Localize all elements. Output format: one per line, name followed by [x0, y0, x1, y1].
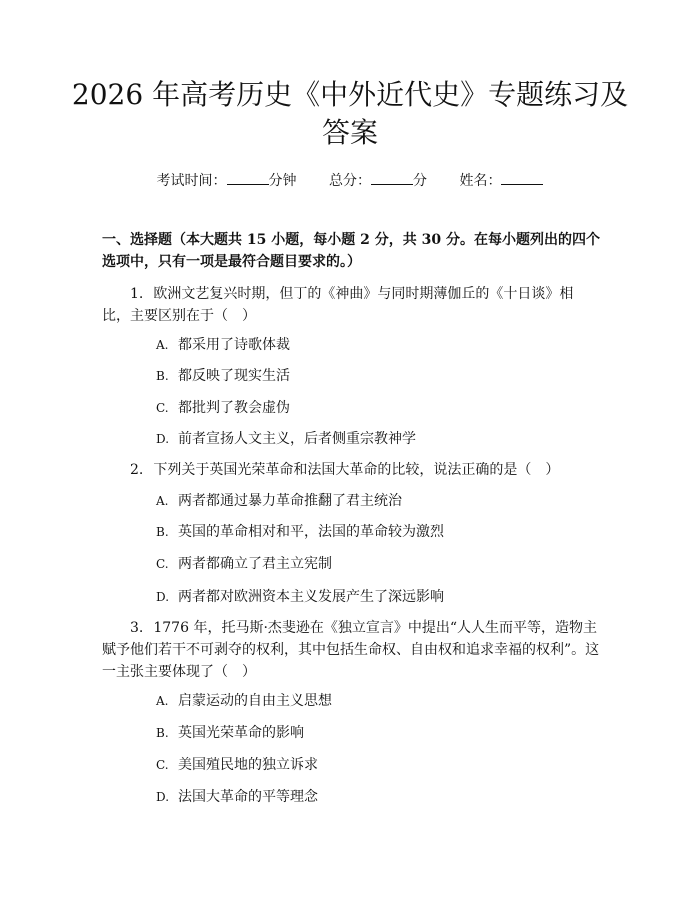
option-letter: A. [156, 338, 169, 352]
option-text: 两者都对欧洲资本主义发展产生了深远影响 [178, 589, 444, 605]
option-text: 英国光荣革命的影响 [178, 725, 304, 741]
option-letter: D. [156, 432, 170, 446]
total-score-unit: 分 [413, 173, 427, 189]
question-2-option-b [156, 521, 596, 543]
option-letter: C. [156, 758, 169, 772]
option-letter: B. [156, 369, 169, 383]
question-3-option-d [156, 786, 596, 808]
total-score-label: 总分： [329, 173, 371, 189]
exam-time-field [157, 170, 297, 191]
option-text: 美国殖民地的独立诉求 [178, 757, 318, 773]
total-score-blank [371, 170, 413, 185]
question-3-option-c [156, 754, 596, 776]
document-title: 2026 年高考历史《中外近代史》专题练习及答案 [71, 78, 629, 149]
option-text: 启蒙运动的自由主义思想 [178, 693, 332, 709]
question-3-number: 3. [130, 620, 144, 636]
section-heading: 一、选择题（本大题共 15 小题，每小题 2 分，共 30 分。在每小题列出的四个选项中，只有一项是最符合题目要求的。） [102, 232, 600, 270]
question-2-option-d [156, 586, 596, 608]
question-1-option-a [156, 334, 596, 356]
option-letter: C. [156, 401, 169, 415]
question-1-option-c [156, 397, 596, 419]
name-label: 姓名： [459, 173, 502, 189]
option-letter: A. [156, 494, 169, 508]
question-3-text: 1776 年，托马斯·杰斐逊在《独立宣言》中提出“人人生而平等，造物主赋予他们若干不可剥夺的权利，其中包括生命权、自由权和追求幸福的权利”。这一主张主要体现了（ ） [102, 620, 600, 680]
question-1-text: 欧洲文艺复兴时期，但丁的《神曲》与同时期薄伽丘的《十日谈》相比，主要区别在于（ ） [102, 286, 574, 324]
question-3-option-a [156, 690, 596, 712]
option-text: 英国的革命相对和平，法国的革命较为激烈 [178, 524, 444, 540]
exam-time-unit: 分钟 [268, 173, 297, 189]
exam-time-blank [227, 170, 269, 185]
option-text: 都批判了教会虚伪 [178, 400, 290, 416]
option-text: 法国大革命的平等理念 [178, 789, 318, 805]
option-letter: D. [156, 590, 170, 604]
option-letter: B. [156, 525, 169, 539]
question-2-number: 2. [130, 462, 144, 478]
exam-time-label: 考试时间： [156, 173, 227, 189]
question-2-stem [102, 459, 600, 481]
total-score-field [329, 170, 427, 191]
option-text: 两者都确立了君主立宪制 [178, 556, 332, 572]
question-2-option-a [156, 490, 596, 512]
question-2-text: 下列关于英国光荣革命和法国大革命的比较，说法正确的是（ ） [153, 462, 560, 478]
name-blank [501, 170, 543, 185]
question-1-option-b [156, 365, 596, 387]
option-letter: D. [156, 790, 170, 804]
name-field [459, 170, 543, 191]
question-3-option-b [156, 722, 596, 744]
option-letter: C. [156, 557, 169, 571]
option-text: 两者都通过暴力革命推翻了君主统治 [178, 493, 402, 509]
question-2-option-c [156, 553, 596, 575]
exam-info-line [0, 170, 700, 191]
question-3-stem [102, 617, 600, 683]
option-text: 前者宣扬人文主义，后者侧重宗教神学 [178, 431, 416, 447]
question-1-stem [102, 283, 600, 327]
option-text: 都反映了现实生活 [178, 368, 290, 384]
option-letter: A. [156, 694, 169, 708]
question-1-option-d [156, 428, 596, 450]
option-text: 都采用了诗歌体裁 [178, 337, 290, 353]
option-letter: B. [156, 726, 169, 740]
question-1-number: 1. [130, 286, 144, 302]
